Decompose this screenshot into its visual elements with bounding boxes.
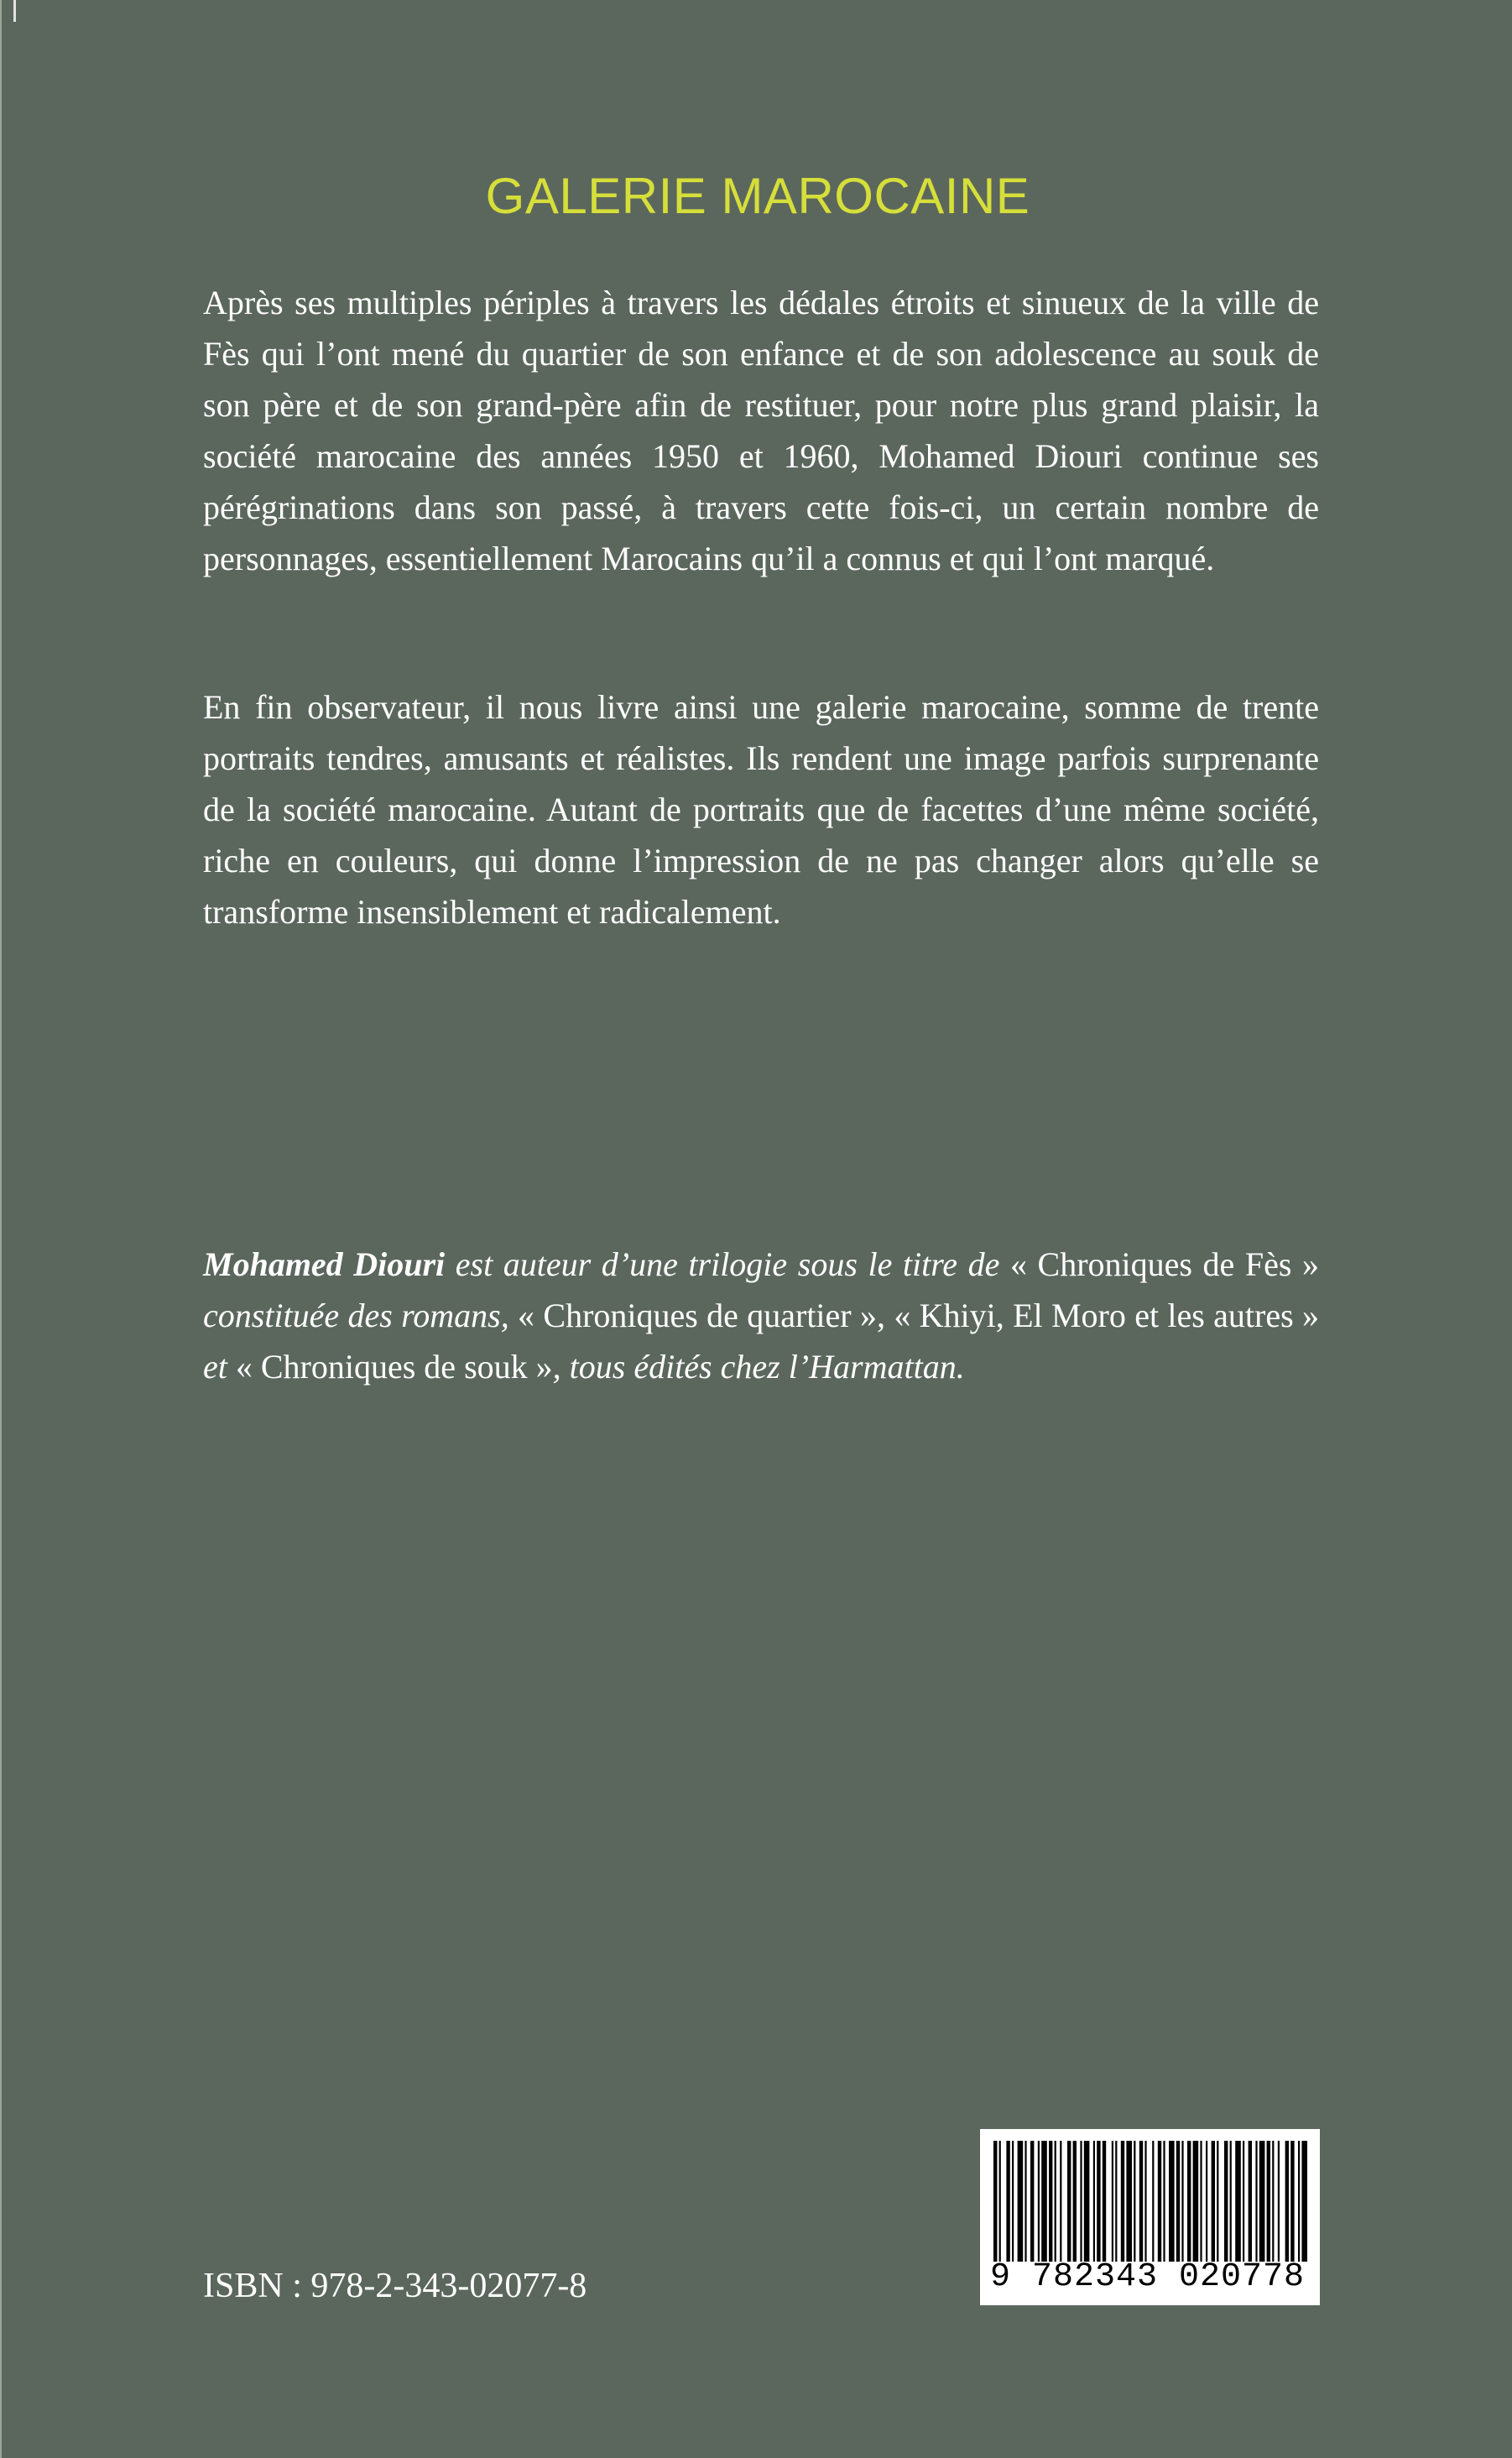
barcode-bar (1249, 2141, 1252, 2262)
barcode-bar (1060, 2141, 1061, 2262)
barcode-bar (1144, 2141, 1146, 2262)
barcode-bar (1126, 2141, 1132, 2262)
barcode-bar (1298, 2141, 1300, 2262)
barcode-bar (1093, 2141, 1095, 2262)
barcode-bar (1212, 2141, 1215, 2262)
barcode-bar (1230, 2141, 1232, 2262)
bio-text-part-4: , tous édités chez l’Harmattan. (552, 1348, 965, 1386)
book-title-chroniques-de-souk: « Chroniques de souk » (235, 1348, 553, 1386)
barcode-bar (1278, 2141, 1280, 2262)
barcode-bar (1187, 2141, 1191, 2262)
barcode-bar (1055, 2141, 1056, 2262)
book-title-chroniques-de-quartier: « Chroniques de quartier » (518, 1297, 877, 1334)
barcode-bar (1139, 2141, 1143, 2262)
barcode-bar (1134, 2141, 1135, 2262)
barcode-bar (1243, 2141, 1244, 2262)
barcode-bar (1169, 2141, 1175, 2262)
barcode-bar (1112, 2141, 1113, 2262)
barcode-bar (1285, 2141, 1289, 2262)
summary-paragraph-1-text: Après ses multiples périples à travers les dédales étroits et sinueux de la ville de Fès qui l’ont mené du quartier de son enfance et de son adolescence au souk de son père et de son grand-père afin de restituer, pour notre plus grand plaisir, la société marocaine des années 1950 et 1960, Mohamed Diouri continue ses pérégrinations dans son passé, à travers cette fois-ci, un certain nombre de personnages, essentiellement Marocains qu’il a connus et qui l’ont marqué. (203, 284, 1319, 577)
barcode-bar (1272, 2141, 1274, 2262)
barcode-bar (1158, 2141, 1161, 2262)
summary-paragraph-1 (203, 277, 1319, 584)
author-bio-text (203, 1239, 1319, 1392)
barcode-bar (1152, 2141, 1154, 2262)
barcode-bar (993, 2141, 997, 2262)
barcode-bar (1067, 2141, 1071, 2262)
book-title: GALERIE MAROCAINE (485, 168, 1030, 224)
barcode-bar (1206, 2141, 1207, 2262)
barcode-bar (1290, 2141, 1294, 2262)
barcode-bar (1006, 2141, 1009, 2262)
barcode-bar (1235, 2141, 1241, 2262)
bio-text-part-1: est auteur d’une trilogie sous le titre de (445, 1245, 1010, 1283)
barcode-bar (1224, 2141, 1228, 2262)
bio-separator: , (876, 1297, 894, 1334)
barcode-bar (1097, 2141, 1100, 2262)
barcode-bar (1115, 2141, 1117, 2262)
isbn-label: ISBN : 978-2-343-02077-8 (203, 2267, 587, 2305)
edge-mark (13, 0, 16, 22)
barcode-bar (1080, 2141, 1082, 2262)
author-bio (203, 1239, 1319, 1392)
barcode-bar (1084, 2141, 1090, 2262)
barcode-bar (1030, 2141, 1034, 2262)
barcode-bar (1163, 2141, 1165, 2262)
barcode-bar (999, 2141, 1001, 2262)
barcode-bar (1025, 2141, 1026, 2262)
summary-paragraph-2-text: En fin observateur, il nous livre ainsi une galerie marocaine, somme de trente portraits tendres, amusants et réalistes. Ils rendent une image parfois surprenante de la société marocaine. Autant de portraits que de facettes d’une même société, riche en couleurs, qui donne l’impression de ne pas changer alors qu’elle se transforme insensiblement et radicalement. (203, 688, 1319, 931)
barcode-bars (990, 2141, 1311, 2262)
barcode-bar (1073, 2141, 1077, 2262)
barcode-bar (1301, 2141, 1307, 2262)
barcode-bar (1103, 2141, 1106, 2262)
bio-text-part-2: constituée des romans, (203, 1297, 519, 1334)
barcode-bar (1018, 2141, 1024, 2262)
summary-paragraph-2 (203, 681, 1319, 937)
barcode-bar (1200, 2141, 1202, 2262)
barcode-digits: 9 782343 020778 (990, 2258, 1306, 2296)
barcode-bar (1041, 2141, 1047, 2262)
barcode-bar (1193, 2141, 1199, 2262)
barcode-bar (1267, 2141, 1270, 2262)
author-name: Mohamed Diouri (203, 1245, 446, 1283)
barcode-bar (1217, 2141, 1218, 2262)
book-title-chroniques-de-fes: « Chroniques de Fès » (1009, 1245, 1319, 1283)
barcode-bar (1049, 2141, 1052, 2262)
book-title-khiyi: « Khiyi, El Moro et les autres » (894, 1297, 1320, 1334)
barcode-bar (1255, 2141, 1257, 2262)
barcode-bar (1259, 2141, 1265, 2262)
barcode (980, 2129, 1320, 2305)
barcode-bar (1176, 2141, 1180, 2262)
barcode-bar (1038, 2141, 1040, 2262)
bio-text-part-3: et (203, 1348, 236, 1386)
barcode-bar (1012, 2141, 1014, 2262)
barcode-bar (1121, 2141, 1124, 2262)
barcode-bar (1181, 2141, 1183, 2262)
